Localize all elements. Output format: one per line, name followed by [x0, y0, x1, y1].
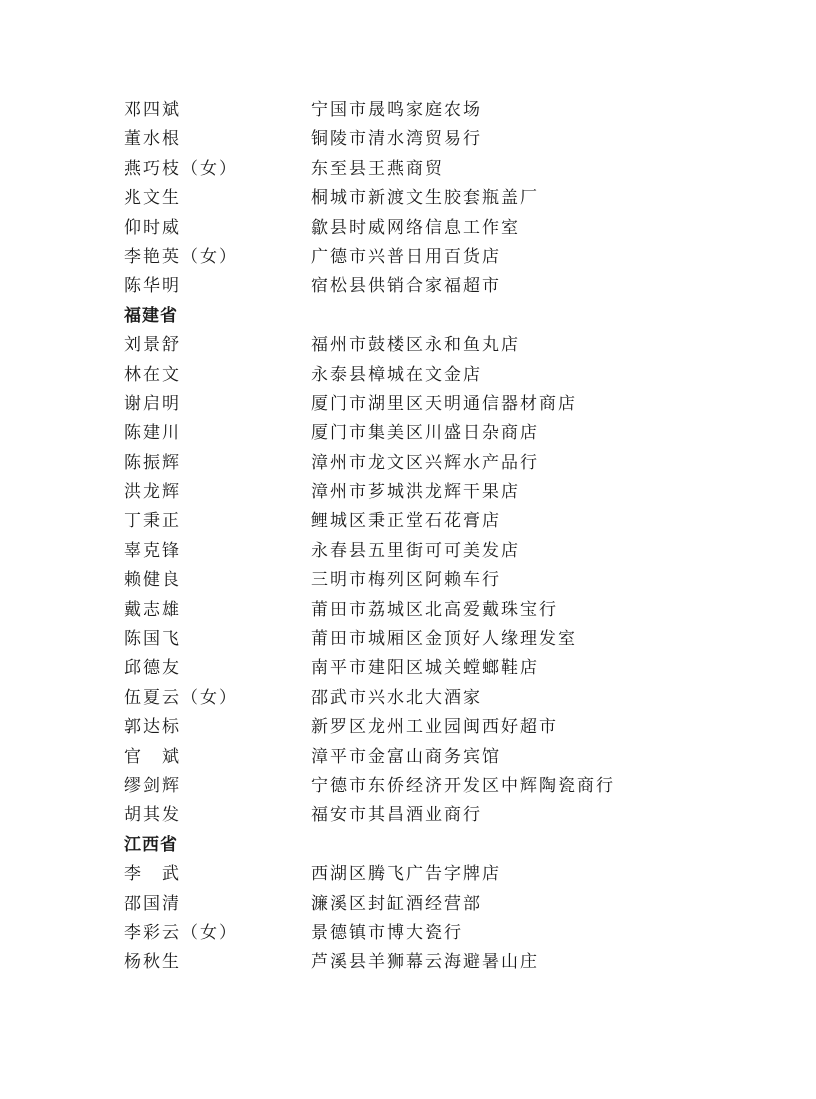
business-name: 邵武市兴水北大酒家 — [311, 687, 482, 708]
list-item — [124, 155, 684, 184]
business-name: 厦门市湖里区天明通信器材商店 — [311, 393, 577, 414]
business-name: 新罗区龙州工业园闽西好超市 — [311, 717, 558, 738]
list-item — [124, 919, 684, 948]
list-item — [124, 331, 684, 360]
person-name: 伍夏云（女） — [124, 687, 238, 708]
list-item — [124, 125, 684, 154]
business-name: 宁国市晟鸣家庭农场 — [311, 100, 482, 120]
person-name: 兆文生 — [124, 188, 181, 209]
business-name: 景德镇市博大瓷行 — [311, 922, 463, 943]
list-item — [124, 743, 684, 772]
list-item — [124, 184, 684, 213]
list-item — [124, 537, 684, 566]
business-name: 铜陵市清水湾贸易行 — [311, 129, 482, 150]
person-name: 陈华明 — [124, 276, 181, 297]
honoree-list — [124, 96, 684, 978]
list-item — [124, 566, 684, 595]
business-name: 永春县五里街可可美发店 — [311, 540, 520, 561]
list-item — [124, 449, 684, 478]
business-name: 芦溪县羊狮幕云海避暑山庄 — [311, 952, 539, 973]
person-name: 辜克锋 — [124, 540, 181, 561]
business-name: 漳州市龙文区兴辉水产品行 — [311, 452, 539, 473]
province-heading-row — [124, 831, 684, 860]
business-name: 西湖区腾飞广告字牌店 — [311, 864, 501, 885]
person-name: 邵国清 — [124, 893, 181, 914]
list-item — [124, 713, 684, 742]
list-item — [124, 596, 684, 625]
person-name: 洪龙辉 — [124, 482, 181, 503]
province-heading: 江西省 — [124, 834, 178, 855]
person-name: 刘景舒 — [124, 335, 181, 356]
business-name: 福安市其昌酒业商行 — [311, 805, 482, 826]
person-name: 赖健良 — [124, 570, 181, 591]
list-item — [124, 390, 684, 419]
list-item — [124, 948, 684, 977]
person-name: 仰时威 — [124, 217, 181, 238]
list-item — [124, 478, 684, 507]
person-name: 缪剑辉 — [124, 775, 181, 796]
business-name: 广德市兴普日用百货店 — [311, 246, 501, 267]
business-name: 宁德市东侨经济开发区中辉陶瓷商行 — [311, 775, 615, 796]
person-name: 陈振辉 — [124, 452, 181, 473]
list-item — [124, 419, 684, 448]
person-name: 李艳英（女） — [124, 246, 238, 267]
business-name: 厦门市集美区川盛日杂商店 — [311, 423, 539, 444]
business-name: 三明市梅列区阿赖车行 — [311, 570, 501, 591]
business-name: 福州市鼓楼区永和鱼丸店 — [311, 335, 520, 356]
list-item — [124, 96, 684, 125]
list-item — [124, 507, 684, 536]
business-name: 桐城市新渡文生胶套瓶盖厂 — [311, 188, 539, 209]
business-name: 永泰县樟城在文金店 — [311, 364, 482, 385]
person-name: 郭达标 — [124, 717, 181, 738]
list-item — [124, 890, 684, 919]
province-heading-row — [124, 302, 684, 331]
business-name: 南平市建阳区城关螳螂鞋店 — [311, 658, 539, 679]
list-item — [124, 243, 684, 272]
person-name: 董水根 — [124, 129, 181, 150]
business-name: 濂溪区封缸酒经营部 — [311, 893, 482, 914]
business-name: 漳州市芗城洪龙辉干果店 — [311, 482, 520, 503]
person-name: 陈国飞 — [124, 629, 181, 650]
business-name: 鲤城区秉正堂石花膏店 — [311, 511, 501, 532]
person-name: 李彩云（女） — [124, 922, 238, 943]
list-item — [124, 772, 684, 801]
list-item — [124, 361, 684, 390]
person-name: 陈建川 — [124, 423, 181, 444]
person-name: 李 武 — [124, 864, 181, 885]
list-item — [124, 214, 684, 243]
person-name: 胡其发 — [124, 805, 181, 826]
list-item — [124, 801, 684, 830]
business-name: 漳平市金富山商务宾馆 — [311, 746, 501, 767]
list-item — [124, 860, 684, 889]
province-heading: 福建省 — [124, 305, 178, 326]
person-name: 杨秋生 — [124, 952, 181, 973]
person-name: 邱德友 — [124, 658, 181, 679]
person-name: 丁秉正 — [124, 511, 181, 532]
person-name: 燕巧枝（女） — [124, 158, 238, 179]
list-item — [124, 272, 684, 301]
list-item — [124, 654, 684, 683]
person-name: 林在文 — [124, 364, 181, 385]
business-name: 宿松县供销合家福超市 — [311, 276, 501, 297]
business-name: 歙县时威网络信息工作室 — [311, 217, 520, 238]
list-item — [124, 625, 684, 654]
person-name: 戴志雄 — [124, 599, 181, 620]
person-name: 官 斌 — [124, 746, 181, 767]
list-item — [124, 684, 684, 713]
business-name: 东至县王燕商贸 — [311, 158, 444, 179]
person-name: 邓四斌 — [124, 100, 181, 120]
business-name: 莆田市城厢区金顶好人缘理发室 — [311, 629, 577, 650]
business-name: 莆田市荔城区北高爱戴珠宝行 — [311, 599, 558, 620]
person-name: 谢启明 — [124, 393, 181, 414]
